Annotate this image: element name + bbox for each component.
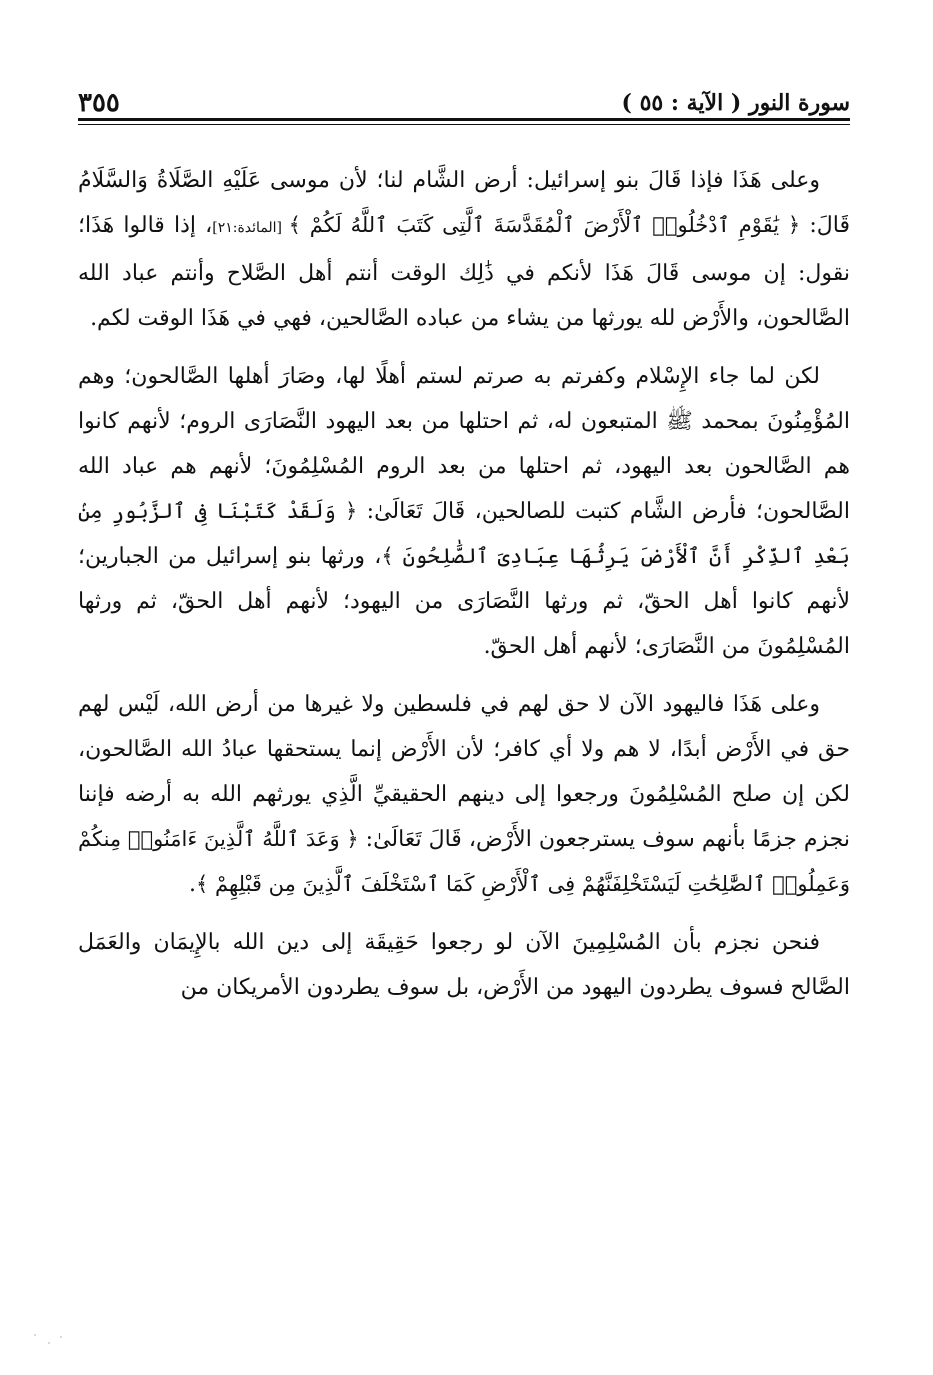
- paragraph-4-text: فنحن نجزم بأن المُسْلِمِينَ الآن لو رجعوا حَقِيقَة إلى دين الله بالإِيمَان والعَمَل الصَّالح فسوف يطردون اليهود من الأَرْض، بل سوف يطردون الأمريكان من: [78, 930, 850, 1000]
- body-text: [78, 158, 850, 1010]
- quran-verse: ﴿ وَعَدَ ٱللَّهُ ٱلَّذِينَ ءَامَنُوا۟ مِنكُمْ وَعَمِلُوا۟ ٱلصَّٰلِحَٰتِ لَيَسْتَخْلِفَنَّهُمْ فِى ٱلْأَرْضِ كَمَا ٱسْتَخْلَفَ ٱلَّذِينَ مِن قَبْلِهِمْ ﴾: [78, 827, 850, 896]
- surah-title: سورة النور ( الآية : ٥٥ ): [621, 90, 850, 116]
- scan-speck: [34, 1334, 36, 1336]
- paragraph-2: [78, 354, 850, 669]
- paragraph-4: [78, 920, 850, 1010]
- paragraph-3-text-b: .: [189, 872, 196, 897]
- paragraph-3-text-a: وعلى هَذَا فاليهود الآن لا حق لهم في فلسطين ولا غيرها من أرض الله، لَيْس لهم حق في الأَرْض أبدًا، لا هم ولا أي كافر؛ لأن الأَرْض إنما يستحقها عبادُ الله الصَّالحون، لكن إن صلح المُسْلِمُونَ ورجعوا إلى دينهم الحقيقيِّ الَّذِي يورثهم الله به أرضه فإننا نجزم جزمًا بأنهم سوف يسترجعون الأَرْض، قَالَ تَعَالَىٰ:: [78, 692, 850, 852]
- scan-speck: [48, 1342, 50, 1344]
- paragraph-1-text-b: ، إذا قالوا هَذَا؛ نقول: إن موسى قَالَ هَذَا لأنكم في ذَٰلِك الوقت أنتم أهل الصَّلاح وأنتم عباد الله الصَّالحون، والأَرْض لله يورثها من يشاء من عباده الصَّالحين، فهي في هَذَا الوقت لكم.: [78, 213, 850, 331]
- paragraph-1-text-a: وعلى هَذَا فإذا قَالَ بنو إسرائيل: أرض الشَّام لنا؛ لأن موسى عَلَيْهِ الصَّلَاةُ وَالسَّلَامُ قَالَ:: [78, 168, 850, 238]
- quran-verse: ﴿ يَٰقَوْمِ ٱدْخُلُوا۟ ٱلْأَرْضَ ٱلْمُقَدَّسَةَ ٱلَّتِى كَتَبَ ٱللَّهُ لَكُمْ ﴾: [288, 213, 801, 237]
- paragraph-1: [78, 158, 850, 341]
- page-number: ٣٥٥: [78, 88, 120, 118]
- page-header: [78, 84, 850, 118]
- header-divider-thin: [78, 124, 850, 125]
- quran-verse: ﴿ وَلَقَدْ كَتَبْنَا فِى ٱلزَّبُورِ مِنۢ بَعْدِ ٱلذِّكْرِ أَنَّ ٱلْأَرْضَ يَرِثُهَا عِبَادِىَ ٱلصَّٰلِحُونَ ﴾: [78, 499, 850, 568]
- paragraph-3: [78, 682, 850, 907]
- header-divider: [78, 118, 850, 121]
- paragraph-2-text-b: ، ورثها بنو إسرائيل من الجبارين؛ لأنهم كانوا أهل الحقّ، ثم ورثها النَّصَارَى من اليهود؛ لأنهم أهل الحقّ، ثم ورثها المُسْلِمُونَ من النَّصَارَى؛ لأنهم أهل الحقّ.: [78, 544, 850, 659]
- scan-speck: [60, 1336, 62, 1338]
- verse-reference: [المائدة:٢١]: [212, 220, 289, 236]
- paragraph-2-text-a: لكن لما جاء الإِسْلام وكفرتم به صرتم لستم أهلًا لها، وصَارَ أهلها الصَّالحون؛ وهم المُؤْمِنُونَ بمحمد ﷺ المتبعون له، ثم احتلها من بعد اليهود النَّصَارَى الروم؛ لأنهم كانوا هم الصَّالحون بعد اليهود، ثم احتلها من بعد الروم المُسْلِمُونَ؛ لأنهم هم عباد الله الصَّالحون؛ فأرض الشَّام كتبت للصالحين، قَالَ تَعَالَىٰ:: [78, 364, 850, 524]
- scan-specks: [30, 1330, 70, 1350]
